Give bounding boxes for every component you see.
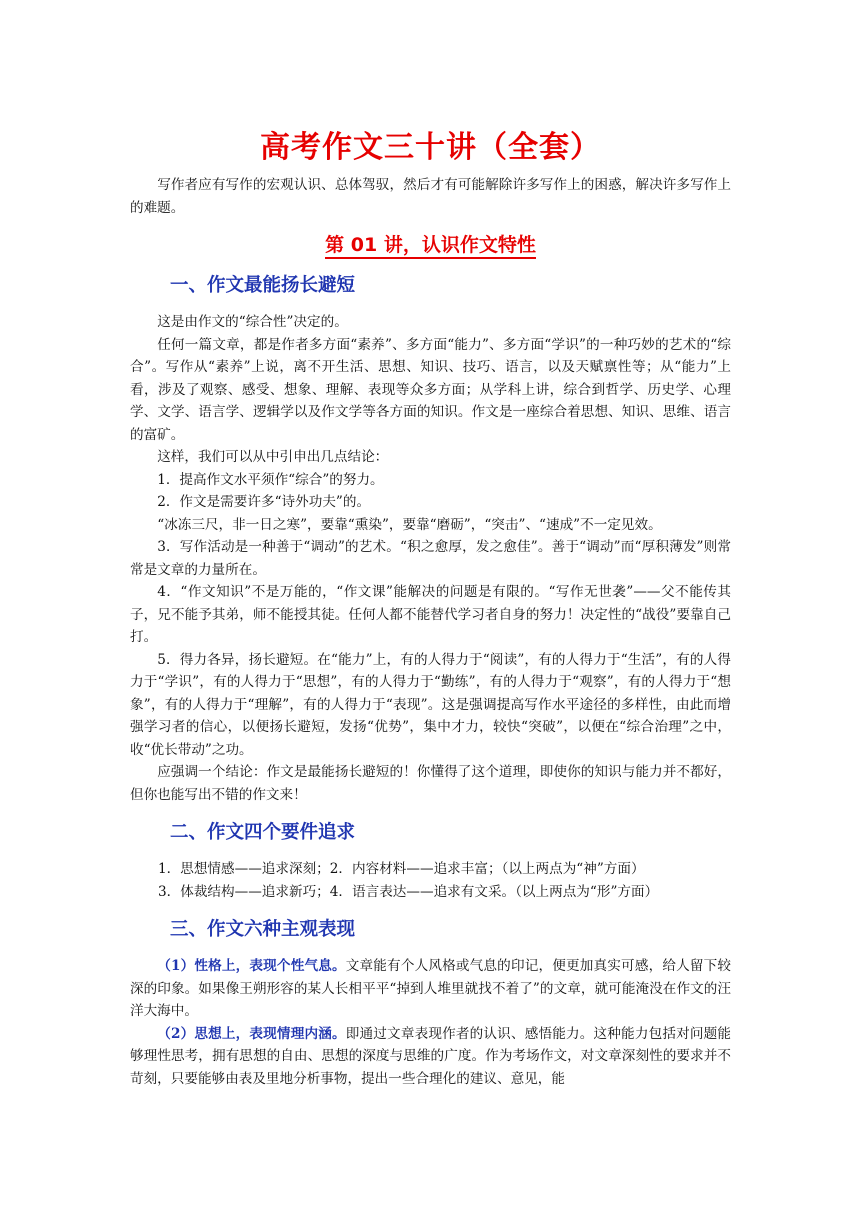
- paragraph: 这样，我们可以从中引申出几点结论：: [157, 449, 389, 465]
- paragraph: 4．“作文知识”不是万能的，“作文课”能解决的问题是有限的。“写作无世袭”——父不能传其子，兄不能予其弟，师不能授其徒。任何人都不能替代学习者自身的努力！决定性的“战役”要靠自己打。: [130, 584, 731, 645]
- document-body: [130, 128, 731, 1090]
- requirement-line-1: 1．思想情感——追求深刻；2．内容材料——追求丰富；（以上两点为“神”方面）: [158, 861, 645, 877]
- paragraph: 2．作文是需要许多“诗外功夫”的。: [157, 494, 371, 510]
- paragraph: 这是由作文的“综合性”决定的。: [157, 314, 348, 330]
- expression-item-2-label: （2）思想上，表现情理内涵。: [157, 1025, 346, 1042]
- lecture-title-text: 第 01 讲，认识作文特性: [325, 234, 536, 259]
- expression-item-2-text: 即通过文章表现作者的认识、感悟能力。这种能力包括对问题能够理性思考，拥有思想的自由、思想的深度与思维的广度。作为考场作文，对文章深刻性的要求并不苛刻，只要能够由表及里地分析事物，提出一些合理化的建议、意见，能: [130, 1025, 731, 1087]
- paragraph: 3．写作活动是一种善于“调动”的艺术。“积之愈厚，发之愈佳”。善于“调动”而“厚积薄发”则常常是文章的力量所在。: [130, 539, 731, 578]
- lecture-title: [130, 231, 731, 259]
- paragraph: 5．得力各异，扬长避短。在“能力”上，有的人得力于“阅读”，有的人得力于“生活”，有的人得力于“学识”，有的人得力于“思想”，有的人得力于“勤练”，有的人得力于“观察”，有的人得力于“想象”，有的人得力于“理解”，有的人得力于“表现”。这是强调提高写作水平途径的多样性，由此而增强学习者的信心，以便扬长避短，发扬“优势”，集中才力，较快“突破”，以便在“综合治理”之中，收“优长带动”之功。: [130, 651, 731, 758]
- expression-item-1-text: 文章能有个人风格或气息的印记，便更加真实可感，给人留下较深的印象。如果像王朔形容的某人长相平平“掉到人堆里就找不着了”的文章，就可能淹没在作文的汪洋大海中。: [130, 958, 731, 1019]
- section-heading-2: 二、作文四个要件追求: [170, 822, 356, 843]
- expression-item-2: [130, 1023, 731, 1091]
- expression-item-1-label: （1）性格上，表现个性气息。: [157, 958, 346, 974]
- paragraph: 应强调一个结论：作文是最能扬长避短的！你懂得了这个道理，即使你的知识与能力并不都好，但你也能写出不错的作文来！: [130, 764, 731, 803]
- page-title: 高考作文三十讲（全套）: [260, 130, 601, 165]
- requirement-line-2: 3．体裁结构——追求新巧；4．语言表达——追求有文采。（以上两点为“形”方面）: [158, 883, 659, 900]
- intro-paragraph: 写作者应有写作的宏观认识、总体驾驭，然后才有可能解除许多写作上的困惑，解决许多写作上的难题。: [130, 177, 731, 216]
- paragraph: 任何一篇文章，都是作者多方面“素养”、多方面“能力”、多方面“学识”的一种巧妙的艺术的“综合”。写作从“素养”上说，离不开生活、思想、知识、技巧、语言，以及天赋禀性等；从“能力”上看，涉及了观察、感受、想象、理解、表现等众多方面；从学科上讲，综合到哲学、历史学、心理学、文学、语言学、逻辑学以及作文学等各方面的知识。作文是一座综合着思想、知识、思维、语言的富矿。: [130, 336, 731, 443]
- expression-item-1: [130, 955, 731, 1023]
- section-heading-1: 一、作文最能扬长避短: [170, 275, 356, 296]
- paragraph: 1．提高作文水平须作“综合”的努力。: [157, 471, 384, 488]
- paragraph: “冰冻三尺，非一日之寒”，要靠“熏染”，要靠“磨砺”，“突击”、“速成”不一定见效。: [157, 516, 662, 533]
- section-heading-3: 三、作文六种主观表现: [170, 919, 356, 940]
